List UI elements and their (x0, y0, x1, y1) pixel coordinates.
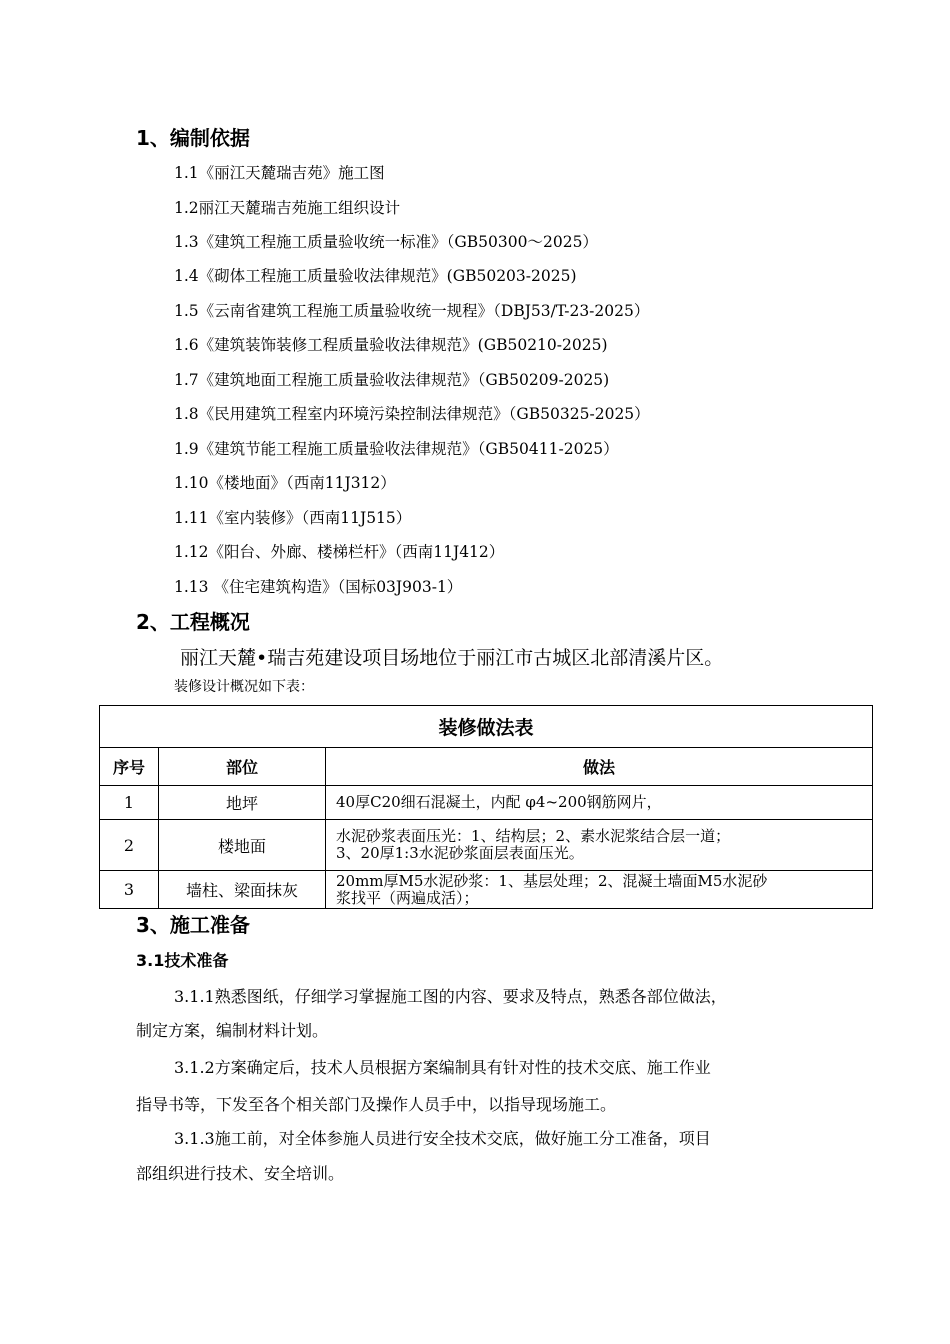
paragraph-line: 部组织进行技术、安全培训。 (136, 1164, 345, 1183)
reference-item: 1.8《民用建筑工程室内环境污染控制法律规范》（GB50325-2025） (174, 405, 650, 423)
paragraph-line: 3.1.3施工前，对全体参施人员进行安全技术交底，做好施工分工准备，项目 (174, 1129, 711, 1148)
table-intro: 装修设计概况如下表： (174, 679, 314, 695)
table-row (100, 820, 873, 871)
reference-item: 1.11《室内装修》（西南11J515） (174, 509, 412, 527)
reference-item: 1.13 《住宅建筑构造》（国标03J903-1） (174, 578, 463, 596)
section-1-heading: 1、编制依据 (136, 126, 250, 150)
section-2-heading: 2、工程概况 (136, 610, 250, 634)
row-part: 楼地面 (159, 820, 326, 871)
decoration-method-table (99, 705, 873, 909)
reference-item: 1.7《建筑地面工程施工质量验收法律规范》（GB50209-2025) (174, 371, 610, 389)
reference-item: 1.9《建筑节能工程施工质量验收法律规范》（GB50411-2025） (174, 440, 619, 458)
paragraph-line: 指导书等，下发至各个相关部门及操作人员手中，以指导现场施工。 (136, 1095, 617, 1114)
reference-item: 1.6《建筑装饰装修工程质量验收法律规范》(GB50210-2025) (174, 336, 608, 354)
method-line: 水泥砂浆表面压光：1、结构层；2、素水泥浆结合层一道； (336, 827, 731, 845)
row-method (326, 871, 873, 909)
reference-item: 1.2丽江天麓瑞吉苑施工组织设计 (174, 199, 401, 217)
paragraph-line: 3.1.1熟悉图纸，仔细学习掌握施工图的内容、要求及特点，熟悉各部位做法， (174, 987, 727, 1006)
table-title: 装修做法表 (100, 706, 873, 748)
column-header-no: 序号 (100, 748, 159, 786)
reference-item: 1.12《阳台、外廊、楼梯栏杆》（西南11J412） (174, 543, 505, 561)
reference-item: 1.3《建筑工程施工质量验收统一标准》（GB50300～2025） (174, 233, 598, 251)
table-row (100, 786, 873, 820)
paragraph-line: 3.1.2方案确定后，技术人员根据方案编制具有针对性的技术交底、施工作业 (174, 1058, 711, 1077)
section-3-heading: 3、施工准备 (136, 913, 250, 937)
row-method (326, 820, 873, 871)
project-overview: 丽江天麓•瑞吉苑建设项目场地位于丽江市古城区北部清溪片区。 (180, 647, 724, 669)
table-row (100, 871, 873, 909)
reference-item: 1.5《云南省建筑工程施工质量验收统一规程》（DBJ53/T-23-2025） (174, 302, 650, 320)
subsection-3-1-heading: 3.1技术准备 (136, 951, 229, 970)
row-no: 1 (100, 786, 159, 820)
row-no: 2 (100, 820, 159, 871)
column-header-method: 做法 (326, 748, 873, 786)
method-line: 浆找平（两遍成活）； (336, 888, 479, 907)
column-header-part: 部位 (159, 748, 326, 786)
row-no: 3 (100, 871, 159, 909)
reference-item: 1.10《楼地面》（西南11J312） (174, 474, 396, 492)
reference-item: 1.4《砌体工程施工质量验收法律规范》(GB50203-2025) (174, 267, 577, 285)
paragraph-line: 制定方案，编制材料计划。 (136, 1021, 329, 1040)
row-part: 墙柱、梁面抹灰 (159, 871, 326, 909)
method-line: 40厚C20细石混凝土，内配 φ4~200钢筋网片， (336, 793, 662, 811)
method-line: 20mm厚M5水泥砂浆：1、基层处理；2、混凝土墙面M5水泥砂 (336, 871, 768, 890)
row-method (326, 786, 873, 820)
reference-item: 1.1《丽江天麓瑞吉苑》施工图 (174, 164, 385, 182)
method-line: 3、20厚1:3水泥砂浆面层表面压光。 (336, 844, 584, 862)
row-part: 地坪 (159, 786, 326, 820)
